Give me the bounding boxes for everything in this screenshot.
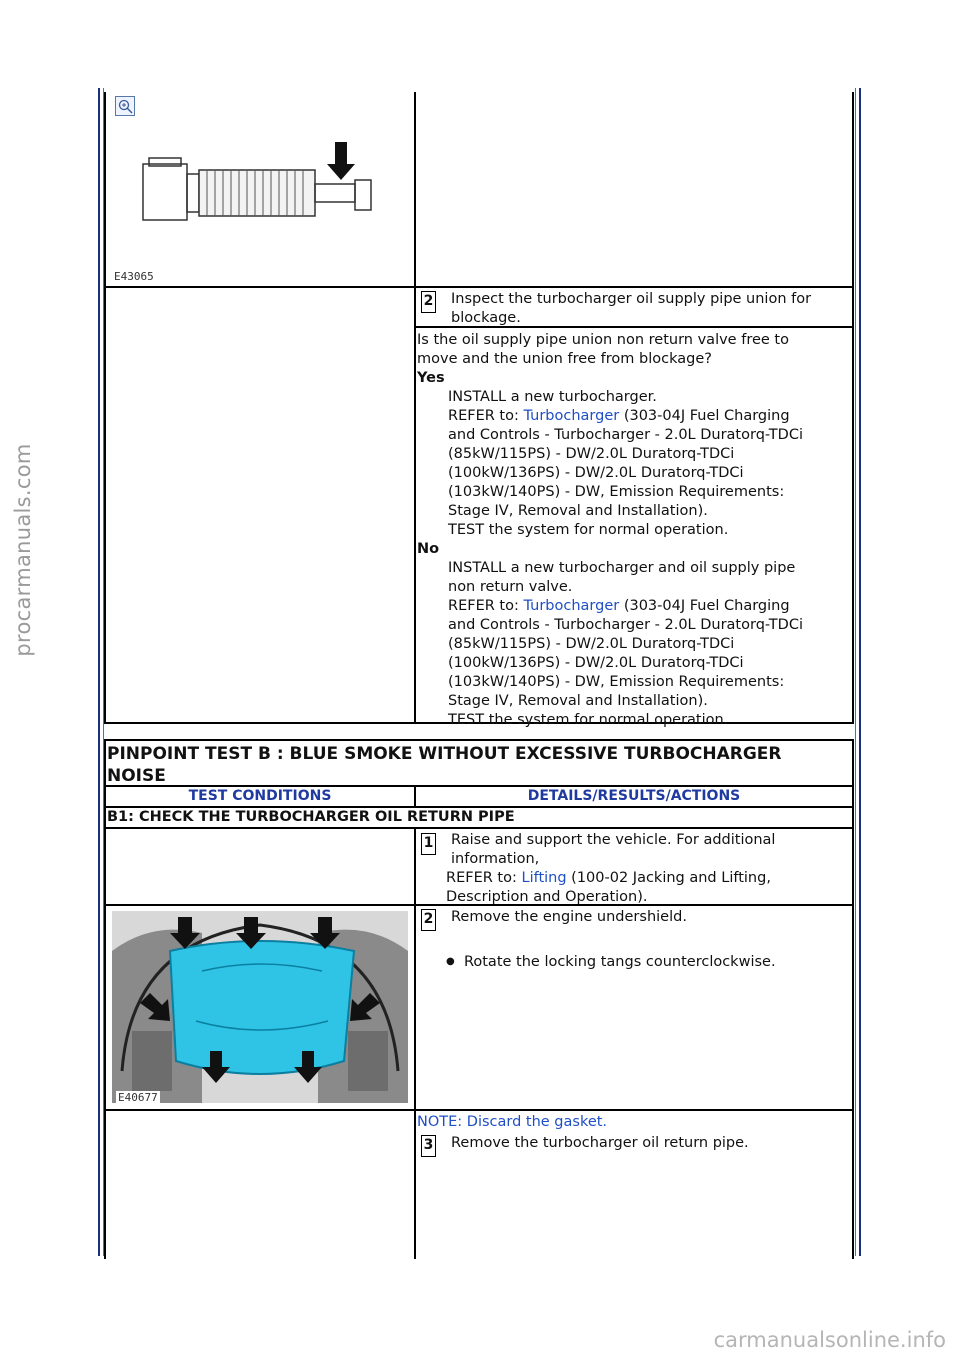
- refer-prefix: REFER to:: [448, 598, 524, 614]
- text-line: (103kW/140PS) - DW, Emission Requirements:: [448, 674, 785, 690]
- title-line: NOISE: [107, 766, 166, 786]
- question-line: move and the union free from blockage?: [417, 351, 712, 367]
- text-line: and Controls - Turbocharger - 2.0L Duratorq-TDCi: [448, 427, 803, 443]
- refer-prefix: REFER to:: [446, 870, 522, 886]
- right-rail: [859, 88, 861, 1256]
- step-1-refer: [446, 869, 846, 907]
- refer-line: [446, 869, 846, 888]
- step-2-text: [451, 290, 846, 328]
- bullet-text: Rotate the locking tangs counterclockwise.: [463, 954, 776, 970]
- text-line: information,: [451, 851, 540, 867]
- step-number: 2: [421, 909, 436, 931]
- text-line: Stage IV, Removal and Installation).: [448, 693, 708, 709]
- step-2b-bullet: ● Rotate the locking tangs counterclockwise.: [446, 954, 776, 970]
- text-line: and Controls - Turbocharger - 2.0L Duratorq-TDCi: [448, 617, 803, 633]
- column-divider: [414, 92, 416, 724]
- side-watermark-text: procarmanuals.com: [11, 443, 35, 657]
- text-line: blockage.: [451, 310, 521, 326]
- table-border: [104, 92, 106, 724]
- right-rail-inner: [855, 88, 856, 1256]
- step-number: 2: [421, 291, 436, 313]
- column-divider: [414, 827, 416, 1259]
- row-divider: [104, 827, 854, 829]
- question-line: Is the oil supply pipe union non return valve free to: [417, 332, 789, 348]
- text-line: non return valve.: [448, 579, 573, 595]
- bottom-watermark: carmanualsonline.info: [713, 1328, 946, 1352]
- text-line: (85kW/115PS) - DW/2.0L Duratorq-TDCi: [448, 636, 735, 652]
- pinpoint-title: [104, 743, 855, 787]
- step-1-text: [451, 831, 846, 869]
- side-watermark: [8, 290, 38, 810]
- column-header-details: DETAILS/RESULTS/ACTIONS: [527, 788, 741, 804]
- note-text: NOTE: Discard the gasket.: [417, 1114, 608, 1130]
- step-number: 1: [421, 833, 436, 855]
- turbocharger-link[interactable]: Turbocharger: [523, 598, 620, 614]
- refer-prefix: REFER to:: [448, 408, 524, 424]
- lifting-link[interactable]: Lifting: [521, 870, 567, 886]
- row-divider: [104, 806, 854, 808]
- b1-heading: B1: CHECK THE TURBOCHARGER OIL RETURN PIPE: [107, 809, 515, 825]
- refer-rest: (303-04J Fuel Charging: [619, 408, 790, 424]
- text-line: (100kW/136PS) - DW/2.0L Duratorq-TDCi: [448, 655, 744, 671]
- zoom-icon[interactable]: [115, 96, 135, 116]
- step-3-text: Remove the turbocharger oil return pipe.: [451, 1135, 749, 1151]
- text-line: TEST the system for normal operation.: [448, 522, 729, 538]
- refer-line: [417, 407, 849, 426]
- table-border: [104, 739, 106, 1259]
- undershield-figure: [112, 911, 408, 1103]
- step-2b-text: Remove the engine undershield.: [451, 909, 687, 925]
- row-divider: [104, 1109, 854, 1111]
- figure-label: E40677: [118, 1091, 158, 1104]
- title-line: PINPOINT TEST B : BLUE SMOKE WITHOUT EXCESSIVE TURBOCHARGER: [107, 744, 782, 764]
- row-divider: [104, 286, 854, 288]
- refer-line: [417, 597, 849, 616]
- text-line: (85kW/115PS) - DW/2.0L Duratorq-TDCi: [448, 446, 735, 462]
- text-line: Description and Operation).: [446, 889, 648, 905]
- text-line: Stage IV, Removal and Installation).: [448, 503, 708, 519]
- table-border: [104, 739, 854, 741]
- column-header-test-conditions: TEST CONDITIONS: [188, 788, 332, 804]
- text-line: (103kW/140PS) - DW, Emission Requirements:: [448, 484, 785, 500]
- yes-label: Yes: [417, 370, 445, 386]
- step-number: 3: [421, 1135, 436, 1157]
- no-label: No: [417, 541, 440, 557]
- table-border: [852, 92, 854, 724]
- table-border: [852, 739, 854, 1259]
- text-line: Raise and support the vehicle. For additional: [451, 832, 776, 848]
- text-line: Inspect the turbocharger oil supply pipe union for: [451, 291, 812, 307]
- turbocharger-link[interactable]: Turbocharger: [523, 408, 620, 424]
- union-valve-figure: [135, 140, 380, 230]
- text-line: TEST the system for normal operation.: [448, 712, 729, 728]
- text-line: INSTALL a new turbocharger.: [448, 389, 657, 405]
- results-block: [417, 331, 849, 730]
- text-line: INSTALL a new turbocharger and oil supply pipe: [448, 560, 796, 576]
- left-rail: [98, 88, 100, 1256]
- refer-rest: (303-04J Fuel Charging: [619, 598, 790, 614]
- text-line: (100kW/136PS) - DW/2.0L Duratorq-TDCi: [448, 465, 744, 481]
- refer-rest: (100-02 Jacking and Lifting,: [566, 870, 771, 886]
- figure-label: E43065: [114, 270, 154, 283]
